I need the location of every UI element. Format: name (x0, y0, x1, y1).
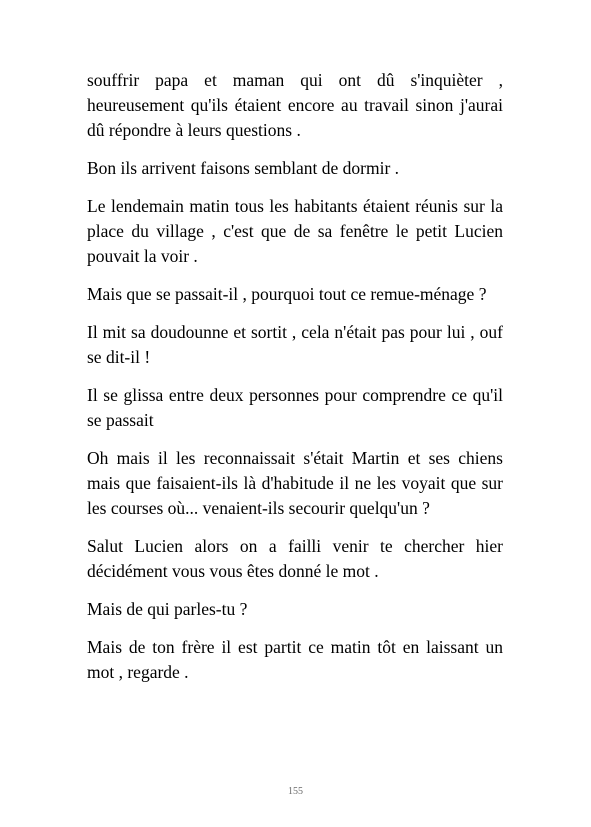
paragraph: Salut Lucien alors on a failli venir te chercher hier décidément vous vous êtes donné le mot . (87, 536, 503, 581)
paragraph: Il mit sa doudounne et sortit , cela n'était pas pour lui , ouf se dit-il ! (87, 322, 503, 367)
paragraph: Bon ils arrivent faisons semblant de dormir . (87, 158, 400, 178)
paragraph: souffrir papa et maman qui ont dû s'inquièter , heureusement qu'ils étaient encore au travail sinon j'aurai dû répondre à leurs questions . (87, 70, 503, 140)
paragraph: Le lendemain matin tous les habitants étaient réunis sur la place du village , c'est que de sa fenêtre le petit Lucien pouvait la voir . (87, 196, 503, 266)
paragraph: Mais de qui parles-tu ? (87, 599, 248, 619)
paragraph: Il se glissa entre deux personnes pour comprendre ce qu'il se passait (87, 385, 503, 430)
paragraph: Mais que se passait-il , pourquoi tout ce remue-ménage ? (87, 284, 487, 304)
page-number: 155 (288, 786, 303, 797)
paragraph: Mais de ton frère il est partit ce matin tôt en laissant un mot , regarde . (87, 637, 503, 682)
paragraph: Oh mais il les reconnaissait s'était Martin et ses chiens mais que faisaient-ils là d'habitude il ne les voyait que sur les courses où... venaient-ils secourir quelqu'un ? (87, 448, 503, 518)
page-body (87, 68, 503, 698)
